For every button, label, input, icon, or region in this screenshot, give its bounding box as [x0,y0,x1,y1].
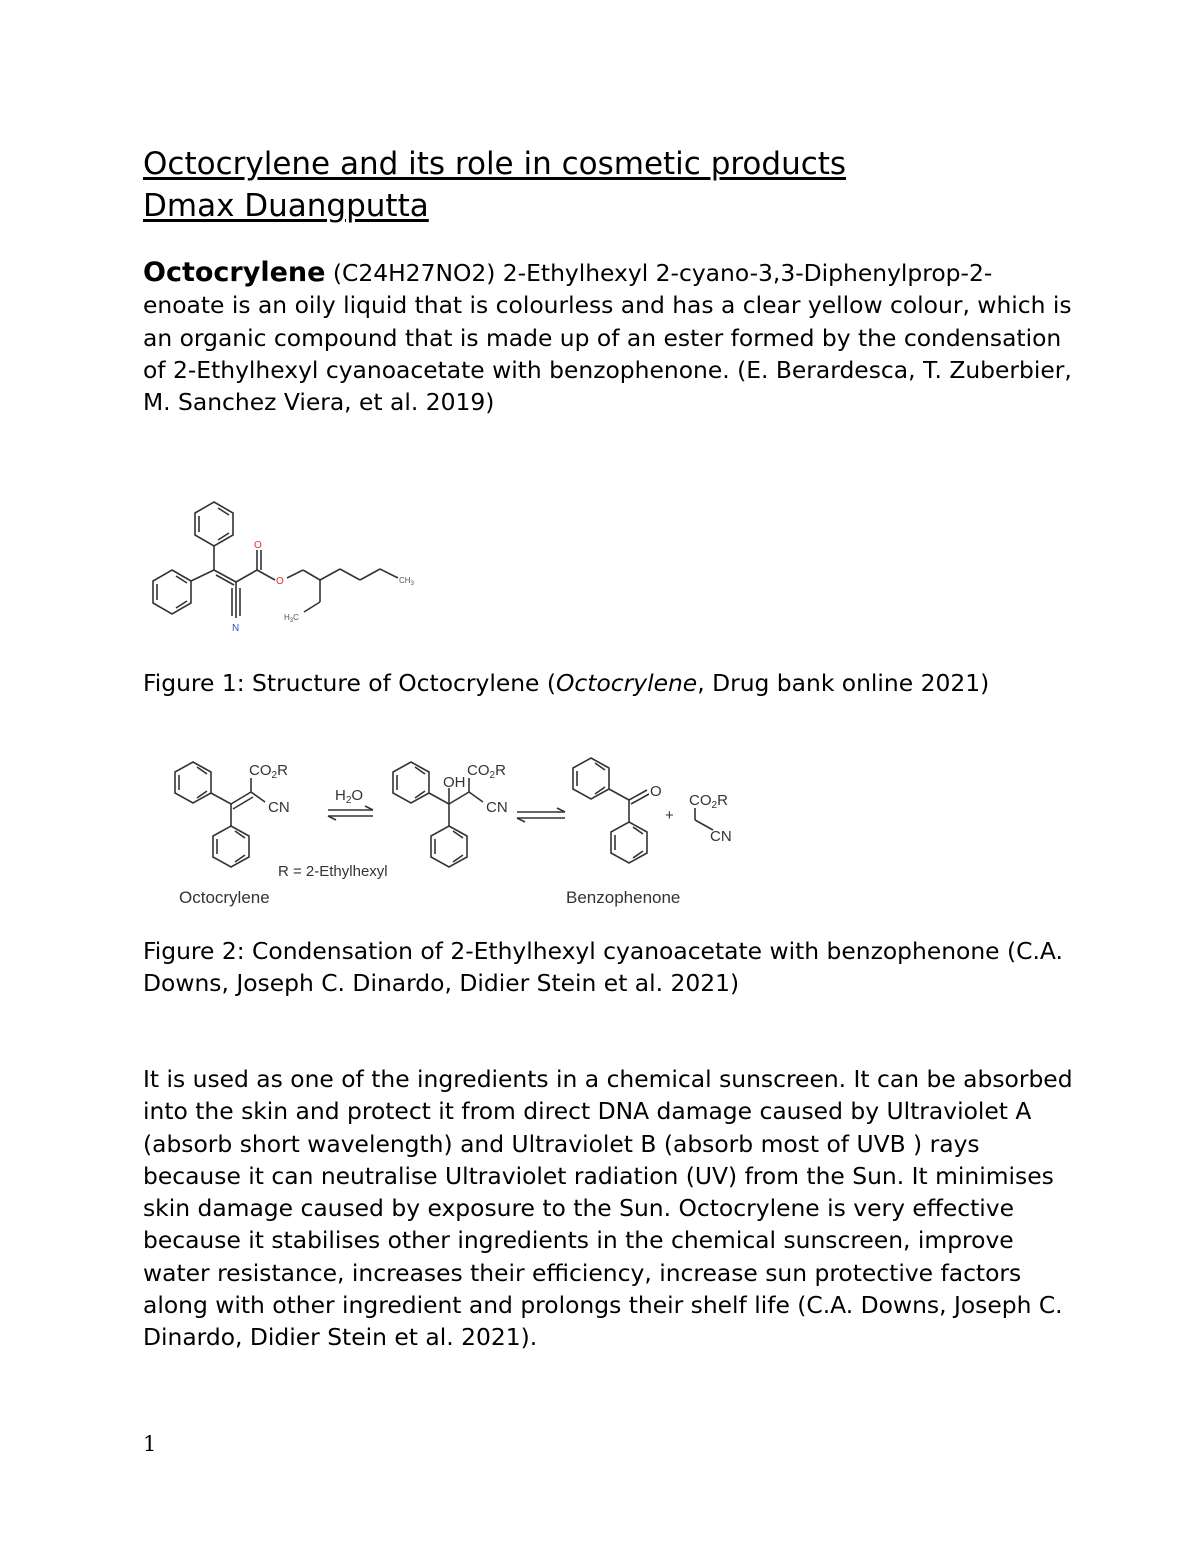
atom-nitrogen: N [232,623,240,634]
water-label: $H_2O$ [335,787,364,806]
figure1-caption-italic: Octocrylene [556,669,698,697]
left-phenyl-ring [153,570,191,614]
benzophenone-phenyl-2 [611,822,647,863]
intro-bold-term: Octocrylene [143,257,326,288]
figure2-caption: Figure 2: Condensation of 2-Ethylhexyl cyanoacetate with benzophenone (C.A. Downs, Joseph C. Dinardo, Didier Stein et al. 2021) [143,937,1063,998]
body-paragraph-sunscreen: It is used as one of the ingredients in a chemical sunscreen. It can be absorbed into the skin and protect it from direct DNA damage caused by Ultraviolet A (absorb short wavelength) and Ultraviolet B (absorb most of UVB ) rays because it can neutralise Ultraviolet radiation (UV) from the Sun. It minimises skin damage caused by exposure to the Sun. Octocrylene is very effective because it stabilises other ingredients in the chemical sunscreen, improve water resistance, increases their efficiency, increase sun protective factors along with other ingredient and prolongs their shelf life (C.A. Downs, Joseph C. Dinardo, Didier Stein et al. 2021). [143,1065,1073,1352]
figure1-octocrylene-structure [140,490,430,640]
atom-h3c-label: $H_3C$ [284,613,299,624]
plus-sign: + [665,807,674,824]
label-octocrylene: Octocrylene [179,888,270,907]
ketone-oxygen: O [650,783,662,800]
intermediate-co2r: $CO_2R$ [467,762,506,781]
intermediate-phenyl-1 [393,762,429,803]
octocrylene-cn: CN [268,799,290,816]
label-benzophenone: Benzophenone [566,888,681,907]
intermediate-oh: OH [443,774,466,791]
title-line-1: Octocrylene and its role in cosmetic products [143,146,847,182]
top-phenyl-ring [195,502,233,546]
octocrylene-co2r: $CO_2R$ [249,762,288,781]
atom-oxygen-carbonyl: O [254,540,262,551]
atom-oxygen-ester: O [276,576,284,587]
octocrylene-phenyl-1 [175,762,211,803]
figure1-caption: Figure 1: Structure of Octocrylene (Octocrylene, Drug bank online 2021) [143,669,990,697]
octocrylene-phenyl-2 [213,826,249,867]
page-number: 1 [143,1432,157,1456]
r-definition: R = 2-Ethylhexyl [278,863,388,880]
intermediate-cn: CN [486,799,508,816]
document-title [143,143,846,227]
intro-paragraph [143,257,1073,418]
cyanoacetate-cn: CN [710,828,732,845]
figure2-condensation-scheme [165,750,765,915]
benzophenone-phenyl-1 [573,758,609,799]
cyanoacetate-co2r: $CO_2R$ [689,792,728,811]
intro-text: (C24H27NO2) 2-Ethylhexyl 2-cyano-3,3-Diphenylprop-2-enoate is an oily liquid that is colourless and has a clear yellow colour, which is an organic compound that is made up of an ester formed by the condensation of 2-Ethylhexyl cyanoacetate with benzophenone. (E. Berardesca, T. Zuberbier, M. Sanchez Viera, et al. 2019) [143,259,1072,417]
atom-ch3-label: $CH_3$ [399,576,414,587]
title-author: Dmax Duangputta [143,188,429,224]
intermediate-phenyl-2 [431,826,467,867]
